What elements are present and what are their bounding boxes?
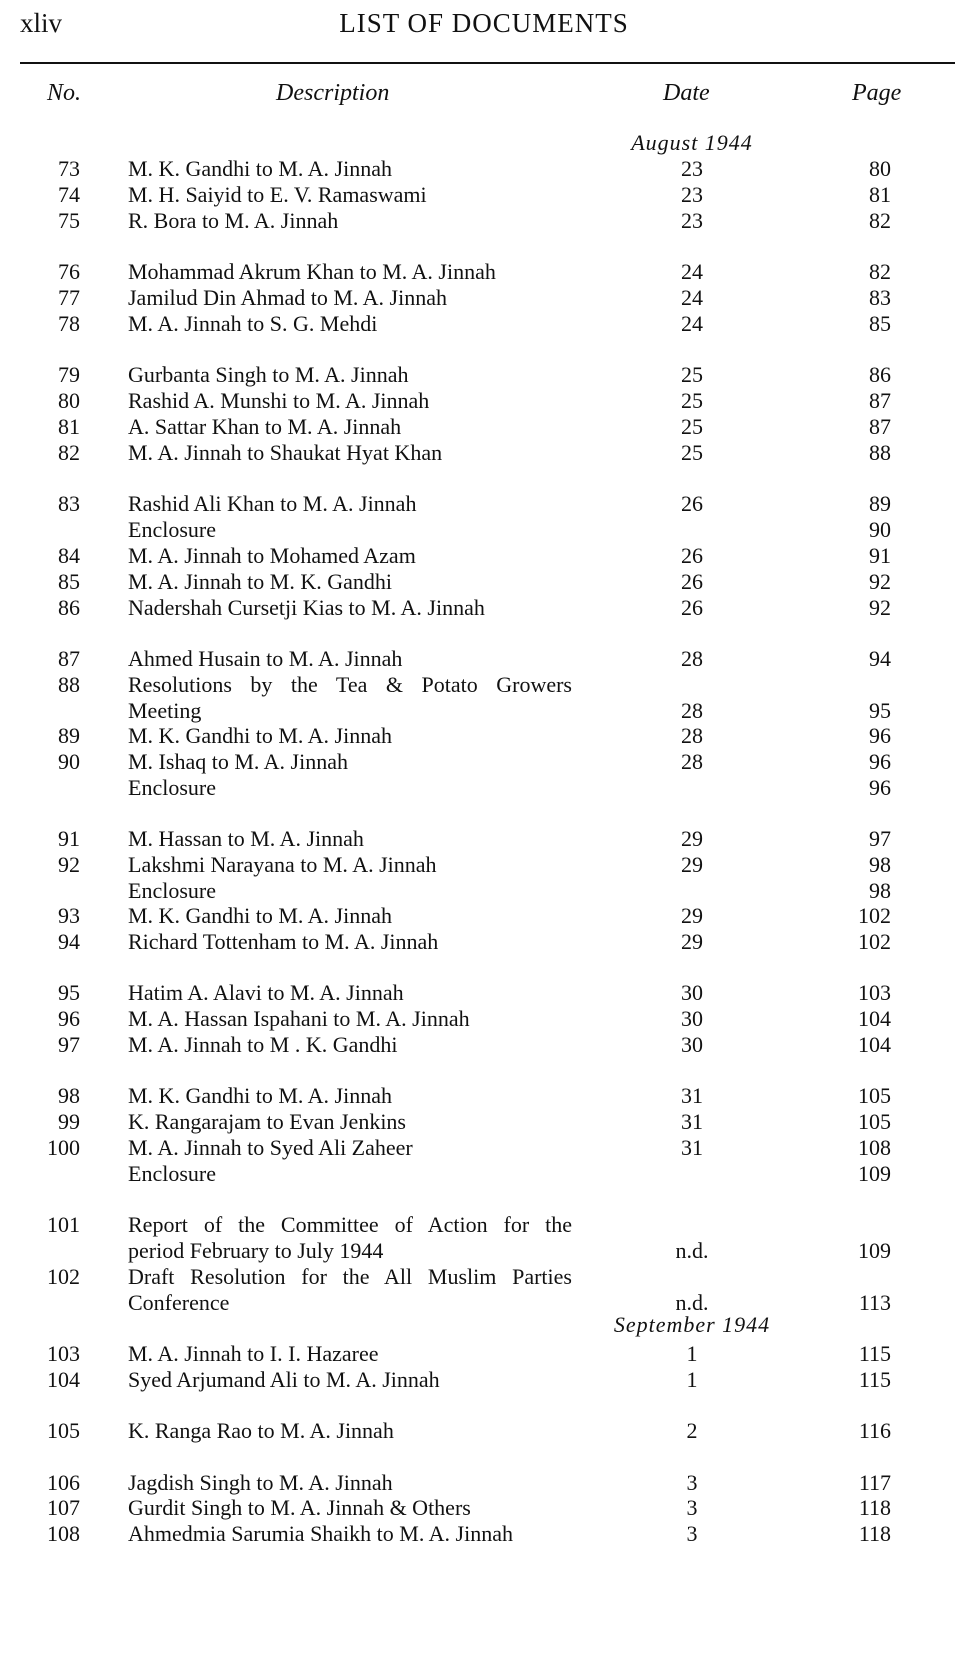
document-number: 98 <box>58 1083 80 1108</box>
document-date: 26 <box>681 569 703 594</box>
document-page: 104 <box>858 1032 891 1057</box>
document-page: 118 <box>858 1521 891 1546</box>
table-row <box>0 697 968 724</box>
document-page: 82 <box>869 208 891 233</box>
document-description: Ahmed Husain to M. A. Jinnah <box>128 646 403 671</box>
document-description: Jamilud Din Ahmad to M. A. Jinnah <box>128 285 447 310</box>
document-description: Resolutions by the Tea & Potato Growers <box>128 672 572 697</box>
document-date: 25 <box>681 388 703 413</box>
document-number: 88 <box>58 672 80 697</box>
table-row <box>0 851 968 878</box>
document-description: M. Hassan to M. A. Jinnah <box>128 826 364 851</box>
table-row <box>0 774 968 801</box>
document-date: 30 <box>681 980 703 1005</box>
document-date: 29 <box>681 852 703 877</box>
table-row <box>0 1520 968 1547</box>
table-row <box>0 645 968 672</box>
document-date: 30 <box>681 1032 703 1057</box>
table-row <box>0 1469 968 1496</box>
document-description: period February to July 1944 <box>128 1238 384 1263</box>
document-number: 79 <box>58 362 80 387</box>
document-date: 29 <box>681 929 703 954</box>
document-number: 86 <box>58 595 80 620</box>
document-description: M. K. Gandhi to M. A. Jinnah <box>128 903 392 928</box>
document-description: K. Rangarajam to Evan Jenkins <box>128 1109 406 1134</box>
table-row <box>0 516 968 543</box>
table-row <box>0 1366 968 1393</box>
document-date: 29 <box>681 903 703 928</box>
table-row <box>0 671 968 698</box>
document-page: 113 <box>858 1290 891 1315</box>
document-date: 3 <box>686 1495 698 1520</box>
table-row <box>0 413 968 440</box>
document-description: M. Ishaq to M. A. Jinnah <box>128 749 348 774</box>
document-date: 23 <box>681 182 703 207</box>
table-row <box>0 1417 968 1444</box>
table-row <box>0 1108 968 1135</box>
document-page: 109 <box>858 1238 891 1263</box>
document-date: 25 <box>681 440 703 465</box>
document-description: Enclosure <box>128 775 216 800</box>
document-date: 1 <box>686 1341 698 1366</box>
document-number: 82 <box>58 440 80 465</box>
document-description: Lakshmi Narayana to M. A. Jinnah <box>128 852 437 877</box>
document-date: 24 <box>681 311 703 336</box>
document-description: Mohammad Akrum Khan to M. A. Jinnah <box>128 259 496 284</box>
document-page: 104 <box>858 1006 891 1031</box>
document-description: M. K. Gandhi to M. A. Jinnah <box>128 723 392 748</box>
document-description: M. A. Jinnah to Mohamed Azam <box>128 543 416 568</box>
document-date: 3 <box>686 1521 698 1546</box>
document-page: 81 <box>869 182 891 207</box>
document-description: M. A. Jinnah to M . K. Gandhi <box>128 1032 398 1057</box>
table-row <box>0 748 968 775</box>
document-number: 74 <box>58 182 80 207</box>
page-number: xliv <box>20 8 63 38</box>
document-number: 104 <box>47 1367 80 1392</box>
document-date: 31 <box>681 1109 703 1134</box>
document-page: 115 <box>858 1341 891 1366</box>
document-page: 85 <box>869 311 891 336</box>
document-number: 95 <box>58 980 80 1005</box>
column-header-no: No. <box>47 80 82 106</box>
month-heading: September 1944 <box>613 1312 771 1337</box>
document-date: 31 <box>681 1135 703 1160</box>
document-page: 105 <box>858 1083 891 1108</box>
document-date: 28 <box>681 749 703 774</box>
document-number: 75 <box>58 208 80 233</box>
document-page: 98 <box>869 852 891 877</box>
document-page: 92 <box>869 569 891 594</box>
document-page: 95 <box>869 698 891 723</box>
document-page: 87 <box>869 414 891 439</box>
document-description: M. A. Jinnah to S. G. Mehdi <box>128 311 378 336</box>
document-date: 2 <box>686 1418 698 1443</box>
document-description: Meeting <box>128 698 202 723</box>
document-description: M. H. Saiyid to E. V. Ramaswami <box>128 182 427 207</box>
document-description: Syed Arjumand Ali to M. A. Jinnah <box>128 1367 440 1392</box>
table-row <box>0 594 968 621</box>
document-number: 103 <box>47 1341 80 1366</box>
document-description: Hatim A. Alavi to M. A. Jinnah <box>128 980 404 1005</box>
document-number: 91 <box>58 826 80 851</box>
document-date: 25 <box>681 414 703 439</box>
document-date: 24 <box>681 259 703 284</box>
document-page: 105 <box>858 1109 891 1134</box>
document-description: A. Sattar Khan to M. A. Jinnah <box>128 414 402 439</box>
document-date: 28 <box>681 646 703 671</box>
document-description: M. A. Hassan Ispahani to M. A. Jinnah <box>128 1006 470 1031</box>
table-row <box>0 1211 968 1238</box>
table-row <box>0 1494 968 1521</box>
document-page: 96 <box>869 775 891 800</box>
document-description: Conference <box>128 1290 230 1315</box>
document-description: Enclosure <box>128 1161 216 1186</box>
table-row <box>0 258 968 285</box>
document-description: Enclosure <box>128 878 216 903</box>
document-number: 97 <box>58 1032 80 1057</box>
document-page: 118 <box>858 1495 891 1520</box>
document-page: 96 <box>869 723 891 748</box>
header-rule <box>20 62 955 64</box>
table-row <box>0 1289 968 1316</box>
document-page: 115 <box>858 1367 891 1392</box>
table-row <box>0 1237 968 1264</box>
table-row <box>0 1082 968 1109</box>
document-page: 80 <box>869 156 891 181</box>
document-date: 28 <box>681 723 703 748</box>
document-page: 82 <box>869 259 891 284</box>
document-description: Gurbanta Singh to M. A. Jinnah <box>128 362 409 387</box>
document-date: n.d. <box>675 1238 709 1263</box>
document-page: 92 <box>869 595 891 620</box>
document-number: 85 <box>58 569 80 594</box>
document-number: 73 <box>58 156 80 181</box>
document-description: R. Bora to M. A. Jinnah <box>128 208 339 233</box>
document-page: 108 <box>858 1135 891 1160</box>
table-row <box>0 1005 968 1032</box>
document-page: 94 <box>869 646 891 671</box>
table-row <box>0 1160 968 1187</box>
document-date: 3 <box>686 1470 698 1495</box>
document-date: 30 <box>681 1006 703 1031</box>
document-description: Rashid A. Munshi to M. A. Jinnah <box>128 388 430 413</box>
document-page: 86 <box>869 362 891 387</box>
document-page: 102 <box>858 903 891 928</box>
table-row <box>0 979 968 1006</box>
document-page: 90 <box>869 517 891 542</box>
document-description: Enclosure <box>128 517 216 542</box>
document-number: 84 <box>58 543 80 568</box>
table-row <box>0 568 968 595</box>
document-page: 97 <box>869 826 891 851</box>
document-date: 26 <box>681 595 703 620</box>
column-header-date: Date <box>663 80 710 106</box>
table-row <box>0 155 968 182</box>
document-description: Nadershah Cursetji Kias to M. A. Jinnah <box>128 595 485 620</box>
table-row <box>0 722 968 749</box>
document-description: Jagdish Singh to M. A. Jinnah <box>128 1470 393 1495</box>
document-page: 102 <box>858 929 891 954</box>
document-page: 87 <box>869 388 891 413</box>
document-date: 23 <box>681 156 703 181</box>
document-date: 24 <box>681 285 703 310</box>
column-header-description: Description <box>276 80 390 106</box>
table-row <box>0 207 968 234</box>
document-number: 106 <box>47 1470 80 1495</box>
document-page: 103 <box>858 980 891 1005</box>
document-page: 83 <box>869 285 891 310</box>
document-number: 83 <box>58 491 80 516</box>
document-number: 101 <box>47 1212 80 1237</box>
document-number: 107 <box>47 1495 80 1520</box>
document-page: 109 <box>858 1161 891 1186</box>
table-row <box>0 1340 968 1367</box>
document-date: 28 <box>681 698 703 723</box>
table-row <box>0 387 968 414</box>
document-page: 117 <box>858 1470 891 1495</box>
document-number: 92 <box>58 852 80 877</box>
document-page: 96 <box>869 749 891 774</box>
document-description: M. K. Gandhi to M. A. Jinnah <box>128 156 392 181</box>
document-date: 26 <box>681 543 703 568</box>
document-description: Draft Resolution for the All Muslim Parties <box>128 1264 572 1289</box>
document-number: 77 <box>58 285 80 310</box>
table-row <box>0 1263 968 1290</box>
document-page: 98 <box>869 878 891 903</box>
document-number: 90 <box>58 749 80 774</box>
document-description: M. K. Gandhi to M. A. Jinnah <box>128 1083 392 1108</box>
document-number: 96 <box>58 1006 80 1031</box>
document-description: M. A. Jinnah to Syed Ali Zaheer <box>128 1135 413 1160</box>
table-row <box>0 1031 968 1058</box>
document-description: Richard Tottenham to M. A. Jinnah <box>128 929 439 954</box>
document-number: 102 <box>47 1264 80 1289</box>
document-number: 76 <box>58 259 80 284</box>
document-description: M. A. Jinnah to I. I. Hazaree <box>128 1341 379 1366</box>
document-number: 81 <box>58 414 80 439</box>
document-number: 78 <box>58 311 80 336</box>
table-row <box>0 439 968 466</box>
table-row <box>0 877 968 904</box>
document-number: 80 <box>58 388 80 413</box>
document-number: 100 <box>47 1135 80 1160</box>
table-row <box>0 825 968 852</box>
document-page: 91 <box>869 543 891 568</box>
table-row <box>0 542 968 569</box>
document-description: Report of the Committee of Action for the <box>128 1212 572 1237</box>
document-description: M. A. Jinnah to Shaukat Hyat Khan <box>128 440 443 465</box>
document-number: 89 <box>58 723 80 748</box>
document-number: 99 <box>58 1109 80 1134</box>
document-date: 25 <box>681 362 703 387</box>
document-number: 87 <box>58 646 80 671</box>
table-row <box>0 284 968 311</box>
document-description: Ahmedmia Sarumia Shaikh to M. A. Jinnah <box>128 1521 513 1546</box>
table-row <box>0 310 968 337</box>
document-date: 26 <box>681 491 703 516</box>
document-date: 29 <box>681 826 703 851</box>
document-description: Rashid Ali Khan to M. A. Jinnah <box>128 491 417 516</box>
document-number: 93 <box>58 903 80 928</box>
table-row <box>0 928 968 955</box>
document-page: 116 <box>858 1418 891 1443</box>
document-page: 89 <box>869 491 891 516</box>
document-date: 23 <box>681 208 703 233</box>
document-number: 94 <box>58 929 80 954</box>
document-number: 108 <box>47 1521 80 1546</box>
document-page: 88 <box>869 440 891 465</box>
document-date: n.d. <box>675 1290 709 1315</box>
document-date: 1 <box>686 1367 698 1392</box>
running-head: LIST OF DOCUMENTS <box>339 8 629 38</box>
document-description: Gurdit Singh to M. A. Jinnah & Others <box>128 1495 471 1520</box>
table-row <box>0 361 968 388</box>
document-number: 105 <box>47 1418 80 1443</box>
table-row <box>0 902 968 929</box>
table-row <box>0 181 968 208</box>
table-row <box>0 1134 968 1161</box>
document-date: 31 <box>681 1083 703 1108</box>
document-description: M. A. Jinnah to M. K. Gandhi <box>128 569 392 594</box>
month-heading: August 1944 <box>631 130 753 155</box>
column-header-page: Page <box>852 80 902 106</box>
table-row <box>0 490 968 517</box>
document-description: K. Ranga Rao to M. A. Jinnah <box>128 1418 394 1443</box>
